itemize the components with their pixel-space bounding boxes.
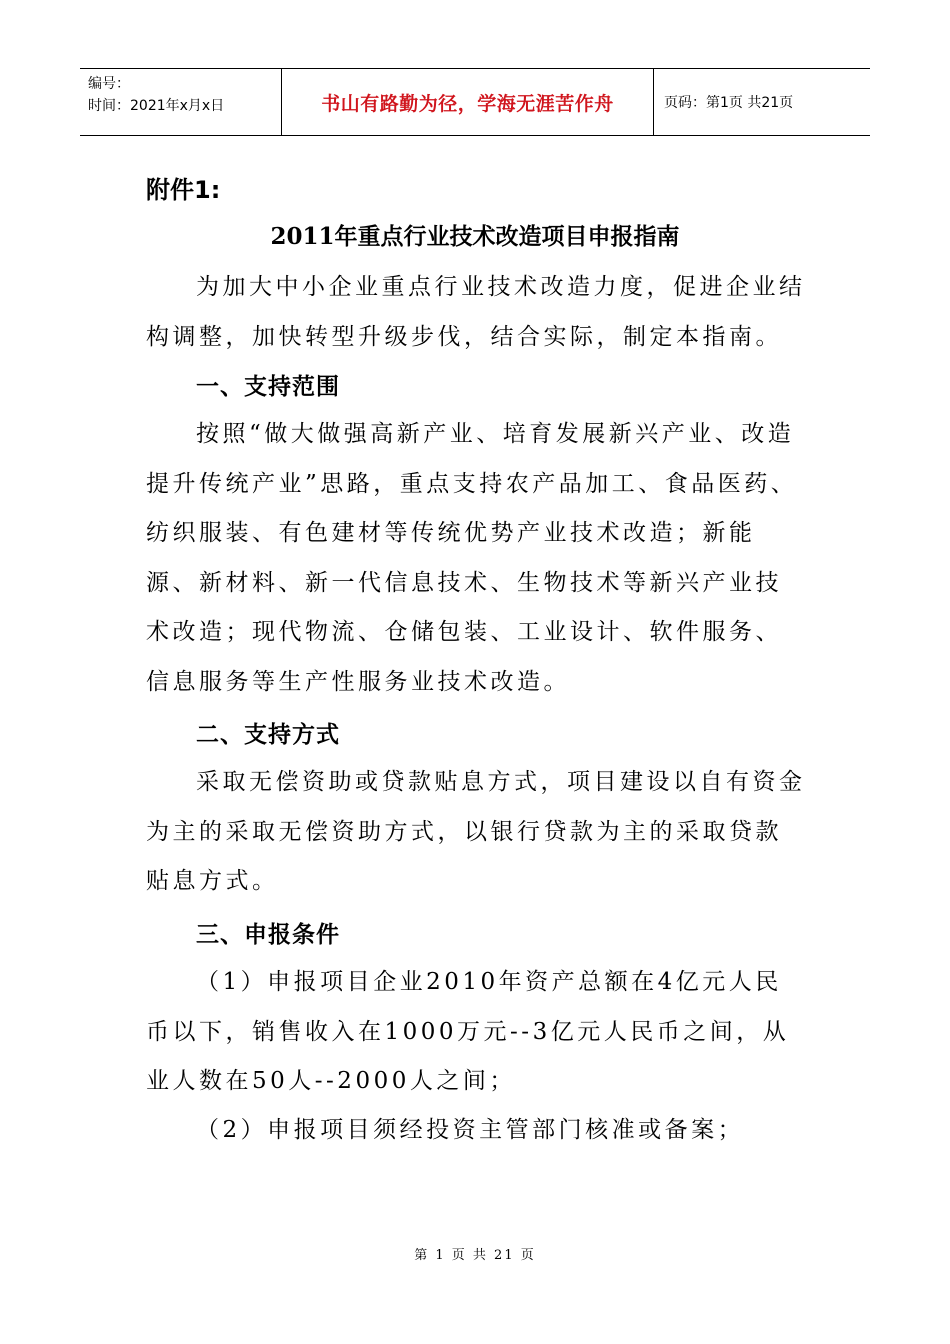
header-motto: 书山有路勤为径，学海无涯苦作舟 (282, 69, 654, 135)
page-footer: 第 1 页 共 21 页 (414, 1248, 536, 1263)
section-paragraph-scope: 按照“做大做强高新产业、培育发展新兴产业、改造提升传统产业”思路，重点支持农产品加工、食品医药、纺织服装、有色建材等传统优势产业技术改造；新能源、新材料、新一代信息技术、生物技术等新兴产业技术改造；现代物流、仓储包装、工业设计、软件服务、信息服务等生产性服务业技术改造。 (146, 421, 798, 695)
document-date-label: 时间：2021年x月x日 (88, 98, 225, 114)
section-paragraph-method: 采取无偿资助或贷款贴息方式，项目建设以自有资金为主的采取无偿资助方式，以银行贷款为主的采取贷款贴息方式。 (146, 769, 806, 894)
section-heading-method: 二、支持方式 (196, 722, 340, 748)
attachment-label: 附件1: (146, 176, 221, 204)
section-heading-scope: 一、支持范围 (196, 374, 340, 400)
header-page-number: 页码：第1页 共21页 (664, 95, 794, 111)
intro-paragraph: 为加大中小企业重点行业技术改造力度，促进企业结构调整，加快转型升级步伐，结合实际，制定本指南。 (146, 274, 806, 350)
document-title: 2011年重点行业技术改造项目申报指南 (270, 223, 680, 250)
header-meta-cell (80, 69, 282, 135)
document-header (80, 68, 870, 136)
condition-item-1: （1）申报项目企业2010年资产总额在4亿元人民币以下，销售收入在1000万元--3亿元人民币之间，从业人数在50人--2000人之间； (146, 969, 790, 1094)
condition-item-2: （2）申报项目须经投资主管部门核准或备案； (196, 1117, 745, 1143)
section-heading-conditions: 三、申报条件 (196, 922, 340, 948)
document-number-label: 编号： (88, 76, 130, 92)
